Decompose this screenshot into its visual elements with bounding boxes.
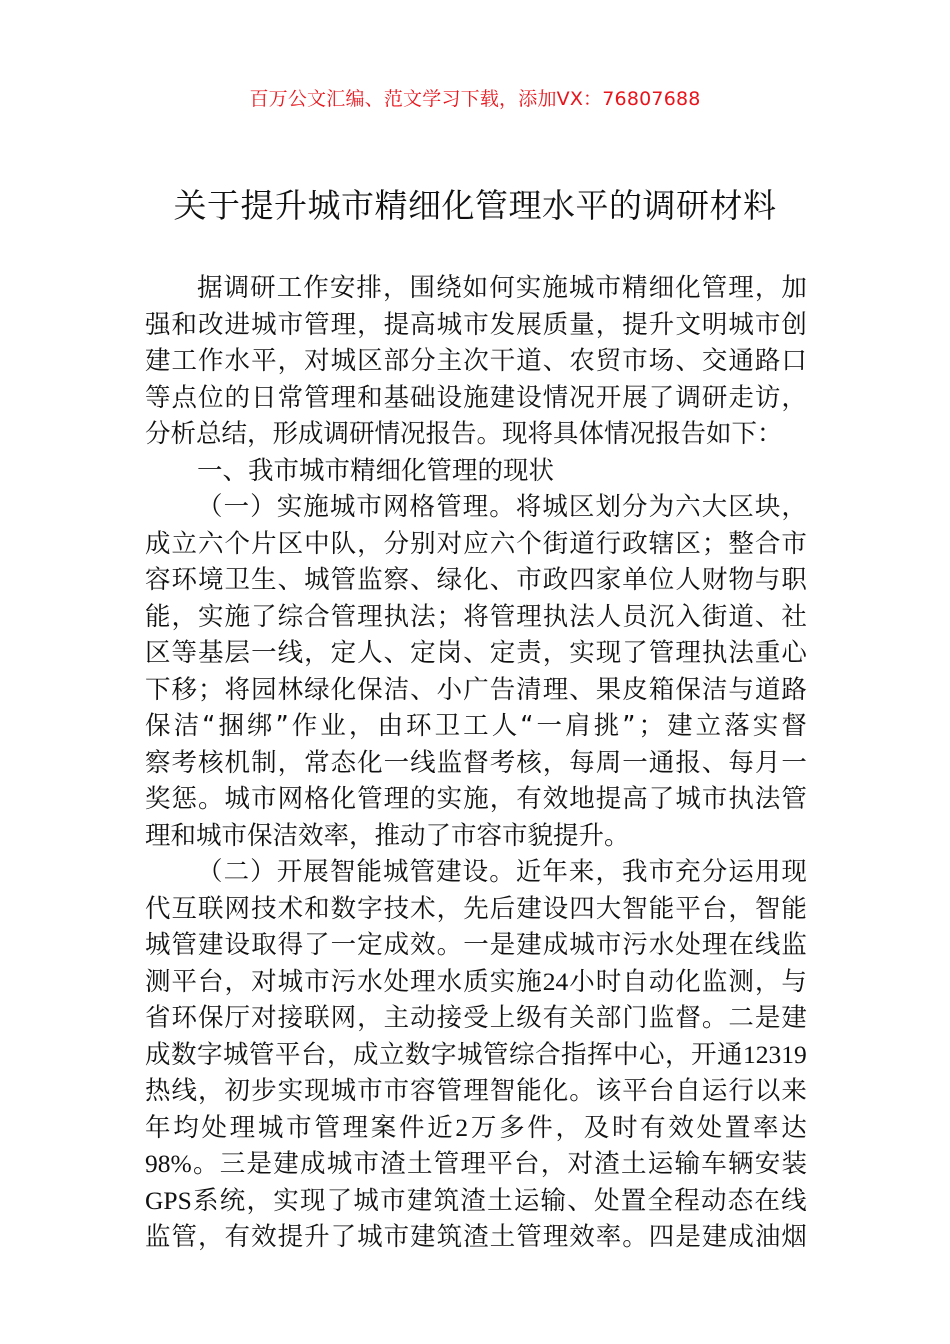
text-line: 据 调 研 工 作 安 排 ， 围 绕 如 何 实 施 城 市 精 细 化 管 理 ， 加 <box>197 273 807 303</box>
text-line: 分析总结，形成调研情况报告。现将具体情况报告如下： <box>145 419 783 449</box>
document-body <box>145 270 807 1256</box>
text-line: 城 管 建 设 取 得 了 一 定 成 效 。 一 是 建 成 城 市 污 水 处 理 在 线 监 <box>145 930 807 960</box>
text-line: 一、我市城市精细化管理的现状 <box>197 455 555 486</box>
text-line: 成 数 字 城 管 平 台 ， 成 立 数 字 城 管 综 合 指 挥 中 心 ， 开 通 12319 <box>145 1039 807 1070</box>
text-line: 热 线 ， 初 步 实 现 城 市 市 容 管 理 智 能 化 。 该 平 台 自 运 行 以 来 <box>145 1076 807 1106</box>
text-line: 区 等 基 层 一 线 ， 定 人 、 定 岗 、 定 责 ， 实 现 了 管 理 执 法 重 心 <box>145 638 807 668</box>
text-line: 理和城市保洁效率，推动了市容市貌提升。 <box>145 820 630 851</box>
text-line: 代 互 联 网 技 术 和 数 字 技 术 ， 先 后 建 设 四 大 智 能 平 台 ， 智 能 <box>145 893 807 924</box>
watermark-header: 百万公文汇编、范文学习下载，添加VX：76807688 <box>249 88 701 110</box>
text-line: 容 环 境 卫 生 、 城 管 监 察 、 绿 化 、 市 政 四 家 单 位 人 财 物 与 职 <box>145 565 807 595</box>
text-line: 奖 惩 。 城 市 网 格 化 管 理 的 实 施 ， 有 效 地 提 高 了 城 市 执 法 管 <box>145 784 807 814</box>
text-line: 监 管 ， 有 效 提 升 了 城 市 建 筑 渣 土 管 理 效 率 。 四 是 建 成 油 烟 <box>145 1222 807 1252</box>
text-line: 察 考 核 机 制 ， 常 态 化 一 线 监 督 考 核 ， 每 周 一 通 报 、 每 月 一 <box>145 747 807 778</box>
text-line: （ 一 ） 实 施 城 市 网 格 管 理 。 将 城 区 划 分 为 六 大 区 块 ， <box>197 492 807 522</box>
text-line: 年 均 处 理 城 市 管 理 案 件 近 2 万 多 件 ， 及 时 有 效 处 置 率 达 <box>145 1112 807 1143</box>
text-line: 保 洁 “ 捆 绑 ” 作 业 ， 由 环 卫 工 人 “ 一 肩 挑 ” ； 建 立 落 实 督 <box>145 711 807 741</box>
text-line: 成 立 六 个 片 区 中 队 ， 分 别 对 应 六 个 街 道 行 政 辖 区 ； 整 合 市 <box>145 528 807 559</box>
text-line: 测 平 台 ， 对 城 市 污 水 处 理 水 质 实 施 24 小 时 自 动 化 监 测 ， 与 <box>145 966 807 997</box>
text-line: 强 和 改 进 城 市 管 理 ， 提 高 城 市 发 展 质 量 ， 提 升 文 明 城 市 创 <box>145 309 807 340</box>
text-line: 能 ， 实 施 了 综 合 管 理 执 法 ； 将 管 理 执 法 人 员 沉 入 街 道 、 社 <box>145 601 807 632</box>
text-line: （ 二 ） 开 展 智 能 城 管 建 设 。 近 年 来 ， 我 市 充 分 运 用 现 <box>197 857 807 887</box>
document-title: 关于提升城市精细化管理水平的调研材料 <box>173 186 777 225</box>
text-line: GPS 系 统 ， 实 现 了 城 市 建 筑 渣 土 运 输 、 处 置 全 程 动 态 在 线 <box>145 1185 807 1216</box>
text-line: 等 点 位 的 日 常 管 理 和 基 础 设 施 建 设 情 况 开 展 了 调 研 走 访 ， <box>145 382 807 413</box>
text-line: 98% 。 三 是 建 成 城 市 渣 土 管 理 平 台 ， 对 渣 土 运 输 车 辆 安 装 <box>145 1149 807 1179</box>
text-line: 建 工 作 水 平 ， 对 城 区 部 分 主 次 干 道 、 农 贸 市 场 、 交 通 路 口 <box>145 346 807 376</box>
text-line: 省 环 保 厅 对 接 联 网 ， 主 动 接 受 上 级 有 关 部 门 监 督 。 二 是 建 <box>145 1003 807 1033</box>
text-line: 下 移 ； 将 园 林 绿 化 保 洁 、 小 广 告 清 理 、 果 皮 箱 保 洁 与 道 路 <box>145 674 807 705</box>
